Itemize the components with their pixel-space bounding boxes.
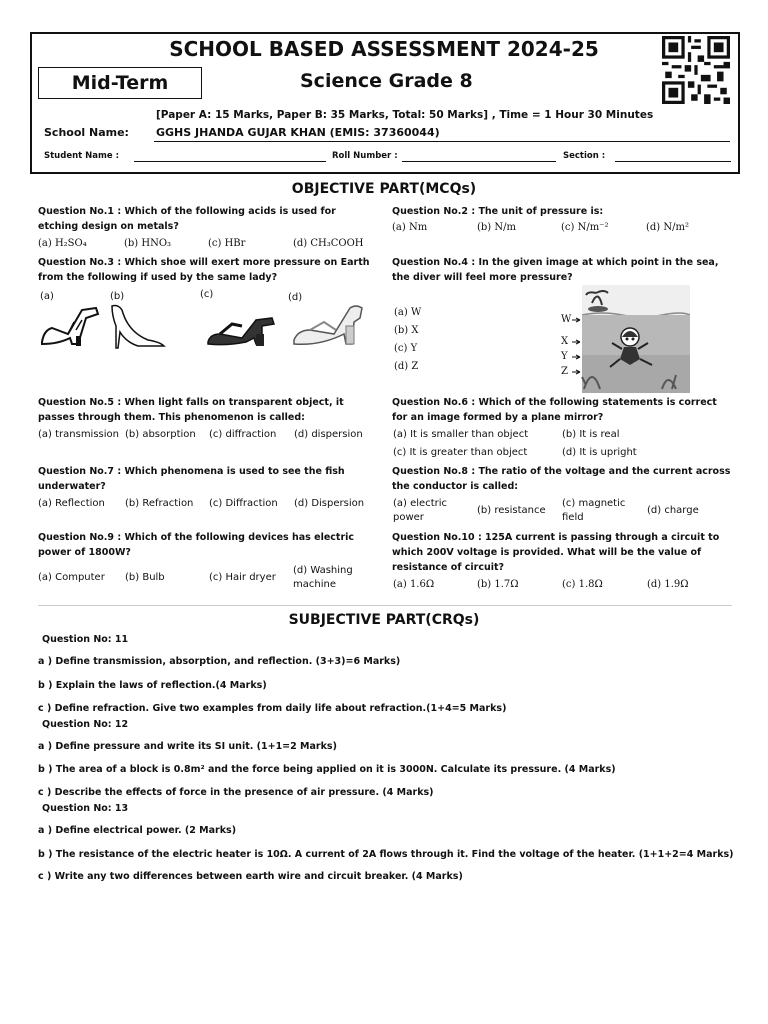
shoe-b-image [108, 302, 168, 350]
section-label: Section : [563, 151, 606, 161]
diagram-label-x: X [561, 336, 569, 347]
diagram-label-w: W [561, 314, 572, 325]
option-5a: (a) transmission [38, 429, 119, 440]
sea-diver-image [572, 285, 690, 393]
option-3b: (b) [110, 291, 125, 302]
question-10: Question No.10 : 125A current is passing through a circuit to which 200V voltage is provided. What will be the value of resistance of circuit? [392, 532, 720, 573]
option-5b: (b) absorption [125, 429, 196, 440]
option-4a: (a) W [394, 307, 422, 318]
option-7b: (b) Refraction [125, 498, 194, 509]
question-1: Question No.1 : Which of the following acids is used for etching design on metals? [38, 206, 336, 232]
question-5: Question No.5 : When light falls on transparent object, it passes through them. This phenomenon is called: [38, 397, 344, 423]
option-4b: (b) X [394, 325, 419, 336]
option-9b: (b) Bulb [125, 572, 165, 583]
question-11c: c ) Define refraction. Give two examples from daily life about refraction.(1+4=5 Marks) [38, 703, 507, 714]
term-box: Mid-Term [38, 67, 202, 99]
option-1d: (d) CH₃COOH [293, 238, 364, 249]
option-4d: (d) Z [394, 361, 419, 372]
option-5c: (c) diffraction [209, 429, 277, 440]
option-7d: (d) Dispersion [294, 498, 365, 509]
option-1b: (b) HNO₃ [124, 238, 172, 249]
question-12a: a ) Define pressure and write its SI unit. (1+1=2 Marks) [38, 741, 337, 752]
question-11b: b ) Explain the laws of reflection.(4 Marks) [38, 680, 267, 691]
shoe-d-image [290, 300, 370, 348]
question-7: Question No.7 : Which phenomena is used to see the fish underwater? [38, 466, 345, 492]
option-6a: (a) It is smaller than object [393, 429, 529, 440]
option-1c: (c) HBr [208, 238, 246, 249]
option-9d: (d) Washing machine [293, 565, 353, 590]
question-13c: c ) Write any two differences between earth wire and circuit breaker. (4 Marks) [38, 871, 463, 882]
option-8b: (b) resistance [477, 505, 546, 516]
question-11-heading: Question No: 11 [42, 634, 129, 645]
option-8c: (c) magnetic field [562, 498, 626, 523]
option-2d: (d) N/m² [646, 222, 689, 233]
option-10d: (d) 1.9Ω [647, 579, 689, 590]
question-13-heading: Question No: 13 [42, 803, 129, 814]
objective-title: OBJECTIVE PART(MCQs) [291, 181, 477, 197]
question-4: Question No.4 : In the given image at which point in the sea, the diver will feel more pressure? [392, 257, 719, 283]
question-6: Question No.6 : Which of the following statements is correct for an image formed by a plane mirror? [392, 397, 717, 423]
paper-info: [Paper A: 15 Marks, Paper B: 35 Marks, Total: 50 Marks] , Time = 1 Hour 30 Minutes [156, 109, 654, 121]
option-3c: (c) [200, 289, 214, 300]
question-13a: a ) Define electrical power. (2 Marks) [38, 825, 237, 836]
question-8: Question No.8 : The ratio of the voltage and the current across the conductor is called: [392, 466, 731, 492]
school-name-underline [154, 141, 730, 142]
option-2b: (b) N/m [477, 222, 516, 233]
student-name-label: Student Name : [44, 151, 119, 161]
shoe-a-image [38, 300, 102, 350]
question-3: Question No.3 : Which shoe will exert more pressure on Earth from the following if used by the same lady? [38, 257, 370, 283]
option-2a: (a) Nm [392, 222, 428, 233]
option-9c: (c) Hair dryer [209, 572, 276, 583]
diagram-label-y: Y [561, 351, 568, 362]
exam-title: SCHOOL BASED ASSESSMENT 2024-25 [169, 37, 599, 61]
school-name-label: School Name: [44, 126, 129, 139]
section-divider [38, 605, 732, 606]
roll-number-field[interactable] [402, 161, 556, 162]
option-6d: (d) It is upright [562, 447, 637, 458]
subject-title: Science Grade 8 [300, 70, 473, 92]
section-field[interactable] [615, 161, 731, 162]
subjective-title: SUBJECTIVE PART(CRQs) [288, 612, 480, 628]
option-9a: (a) Computer [38, 572, 105, 583]
student-name-field[interactable] [134, 161, 326, 162]
option-4c: (c) Y [394, 343, 418, 354]
diagram-label-z: Z [561, 366, 568, 377]
option-3a: (a) [40, 291, 54, 302]
shoe-c-image [206, 312, 278, 348]
roll-number-label: Roll Number : [332, 151, 398, 161]
option-8a: (a) electric power [393, 498, 447, 523]
question-12b: b ) The area of a block is 0.8m² and the force being applied on it is 3000N. Calculate its pressure. (4 Marks) [38, 764, 616, 775]
question-2: Question No.2 : The unit of pressure is: [392, 206, 604, 217]
option-6b: (b) It is real [562, 429, 620, 440]
option-10b: (b) 1.7Ω [477, 579, 519, 590]
option-7a: (a) Reflection [38, 498, 105, 509]
question-12-heading: Question No: 12 [42, 719, 129, 730]
question-12c: c ) Describe the effects of force in the presence of air pressure. (4 Marks) [38, 787, 434, 798]
option-1a: (a) H₂SO₄ [38, 238, 87, 249]
option-10c: (c) 1.8Ω [562, 579, 603, 590]
option-5d: (d) dispersion [294, 429, 363, 440]
question-9: Question No.9 : Which of the following devices has electric power of 1800W? [38, 532, 355, 558]
qr-code-icon [660, 36, 732, 104]
option-7c: (c) Diffraction [209, 498, 278, 509]
school-name-value: GGHS JHANDA GUJAR KHAN (EMIS: 37360044) [156, 126, 440, 139]
option-10a: (a) 1.6Ω [393, 579, 435, 590]
option-2c: (c) N/m⁻² [561, 222, 609, 233]
option-8d: (d) charge [647, 505, 699, 516]
option-3d: (d) [288, 292, 303, 303]
question-13b: b ) The resistance of the electric heater is 10Ω. A current of 2A flows through it. Find the voltage of the heater. (1+1+2=4 Marks) [38, 849, 734, 860]
question-11a: a ) Define transmission, absorption, and reflection. (3+3)=6 Marks) [38, 656, 401, 667]
option-6c: (c) It is greater than object [393, 447, 528, 458]
